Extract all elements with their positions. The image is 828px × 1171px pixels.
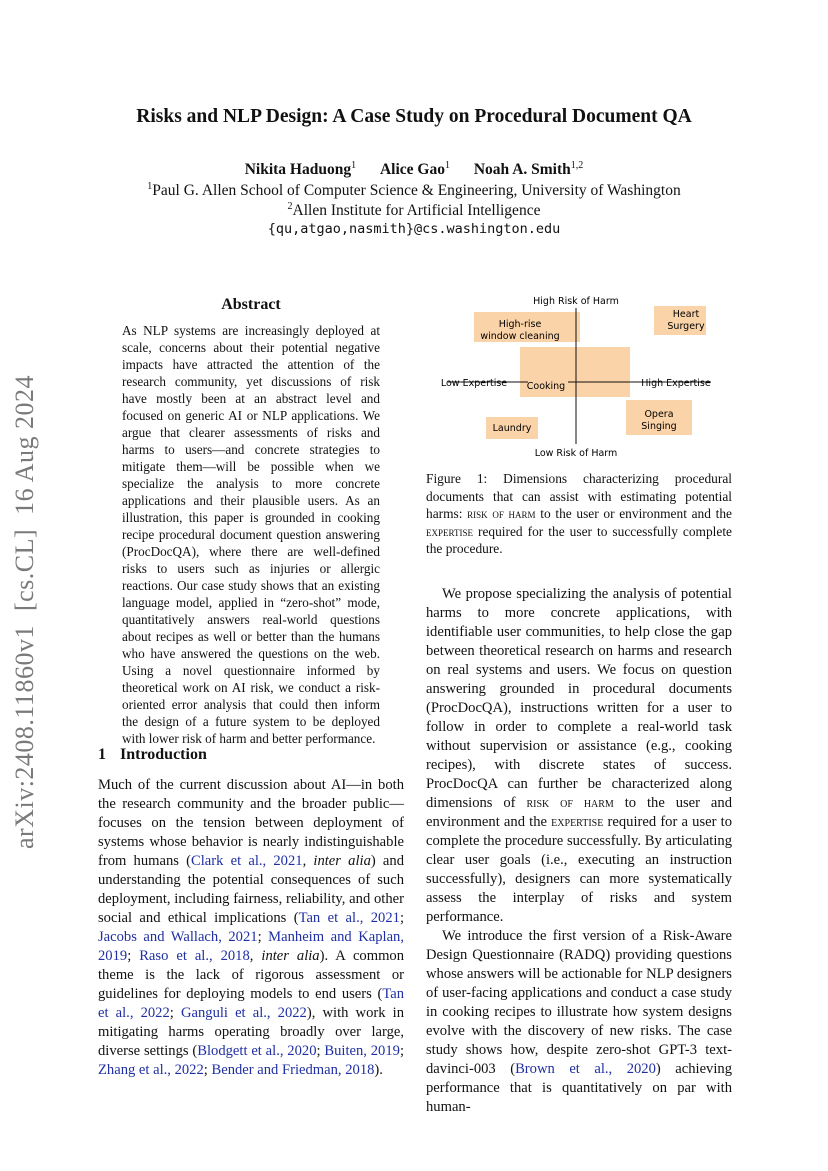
affiliation-2: $^2$Allen Institute for Artificial Intelligence [287,201,541,220]
intro-paragraph: We introduce the first version of a Risk-Aware Design Questionnaire (RADQ) providing questions whose answers will be actionable for NLP designers of user-facing applications and conduct a case study in cooking recipes to illustrate how system designs evolve with the discovery of new risks. The case study shows how, despite zero-shot GPT-3 text-davinci-003 (Brown et al., 2020) achieving performance that is quantitatively on par with human- [426,928,732,1115]
citation-link[interactable]: Brown et al., 2020 [515,1061,656,1077]
high-rise-label-1: High-rise [498,319,542,330]
citation-link[interactable]: Jacobs and Wallach, 2021 [98,929,258,945]
opera-label-1: Opera [644,409,674,420]
label-high-expertise: High Expertise [641,378,711,389]
intro-paragraph: We propose specializing the analysis of potential harms to more concrete applications, with identifiable user communities, to help close the gap between theoretical research on harms and research on real systems and users. We focus on question answering grounded in procedural documents (ProcDocQA), instructions written for a user to follow in order to complete a real-world task without supervision or assistance (e.g., cooking recipes), with discrete states of success. ProcDocQA can further be characterized along dimensions of risk of harm to the user and environment and the expertise required for a user to complete the procedure successfully. By articulating clear user goals (i.e., executing an instruction successfully), designers can more systematically assess the interplay of risks and system performance. [426,586,732,925]
intro-right-column [426,585,732,1117]
author: Nikita Haduong$^1$ [244,160,357,179]
label-low-risk: Low Risk of Harm [534,448,618,459]
high-rise-label-2: window cleaning [480,331,560,342]
risk-expertise-diagram [426,292,732,462]
author: Noah A. Smith$^{1,2}$ [473,160,584,179]
citation-link[interactable]: Blodgett et al., 2020 [197,1043,317,1059]
label-high-risk: High Risk of Harm [533,296,619,307]
citation-link[interactable]: Raso et al., 2018 [139,948,250,964]
citation-link[interactable]: Manheim and Kaplan, 2019 [98,929,404,964]
heart-surgery-label-1: Heart [672,309,700,320]
citation-link[interactable]: Ganguli et al., 2022 [180,1005,307,1021]
abstract-heading: Abstract [221,296,281,313]
heart-surgery-label-2: Surgery [667,321,705,332]
citation-link[interactable]: Tan et al., 2022 [98,986,404,1021]
author-email: {qu,atgao,nasmith}@cs.washington.edu [267,221,561,237]
abstract-text: As NLP systems are increasingly deployed at scale, concerns about their potential negative impacts have attracted the attention of the research community, yet discussions of risk have mostly been at an abstract level and focused on generic AI or NLP applications. We argue that clearer assessments of risks and harms to users—and concrete strategies to mitigate them—will be possible when we specialize the analysis to more concrete applications and their plausible users. As an illustration, this paper is grounded in cooking recipe procedural document question answering (ProcDocQA), where there are well-defined risks to users such as injuries or allergic reactions. Our case study shows that an existing language model, applied in “zero-shot” mode, quantitatively answers real-world questions about recipes as well or better than the humans who have answered the questions on the web. Using a novel questionnaire informed by theoretical work on AI risk, we conduct a risk-oriented error analysis that could then inform the design of a future system to be deployed with lower risk of harm and better performance. [122,323,380,746]
intro-paragraph: Much of the current discussion about AI—in both the research community and the broader public—focuses on the tension between deployment of systems whose behavior is nearly indistinguishable from humans (Clark et al., 2021, inter alia) and understanding the potential consequences of such deployment, including fairness, reliability, and other social and ethical implications (Tan et al., 2021; Jacobs and Wallach, 2021; Manheim and Kaplan, 2019; Raso et al., 2018, inter alia). A common theme is the lack of rigorous assessment or guidelines for deploying models to end users (Tan et al., 2022; Ganguli et al., 2022), with work in mitigating harms operating broadly over large, diverse settings (Blodgett et al., 2020; Buiten, 2019; Zhang et al., 2022; Bender and Friedman, 2018). [98,777,405,1078]
citation-link[interactable]: Clark et al., 2021 [191,853,303,869]
opera-label-2: Singing [641,421,677,432]
author-list [0,160,828,179]
intro-left-column [98,776,404,1080]
author: Alice Gao$^1$ [379,160,450,179]
citation-link[interactable]: Bender and Friedman, 2018 [211,1062,375,1078]
laundry-label: Laundry [492,423,532,434]
figure-caption: Figure 1: Dimensions characterizing procedural documents that can assist with estimating potential harms: risk of harm to the user or environment and the expertise required for the user to successfully complete the procedure. [426,471,732,556]
paper-title: Risks and NLP Design: A Case Study on Procedural Document QA [136,106,692,127]
label-low-expertise: Low Expertise [440,378,508,389]
figure-1 [426,292,732,462]
citation-link[interactable]: Tan et al., 2021 [298,910,400,926]
cooking-label: Cooking [526,381,566,392]
section-heading: 1 Introduction [98,746,207,763]
affiliation-1: $^1$Paul G. Allen School of Computer Science & Engineering, University of Washington [147,181,681,200]
citation-link[interactable]: Buiten, 2019 [324,1043,400,1059]
citation-link[interactable]: Zhang et al., 2022 [98,1062,204,1078]
